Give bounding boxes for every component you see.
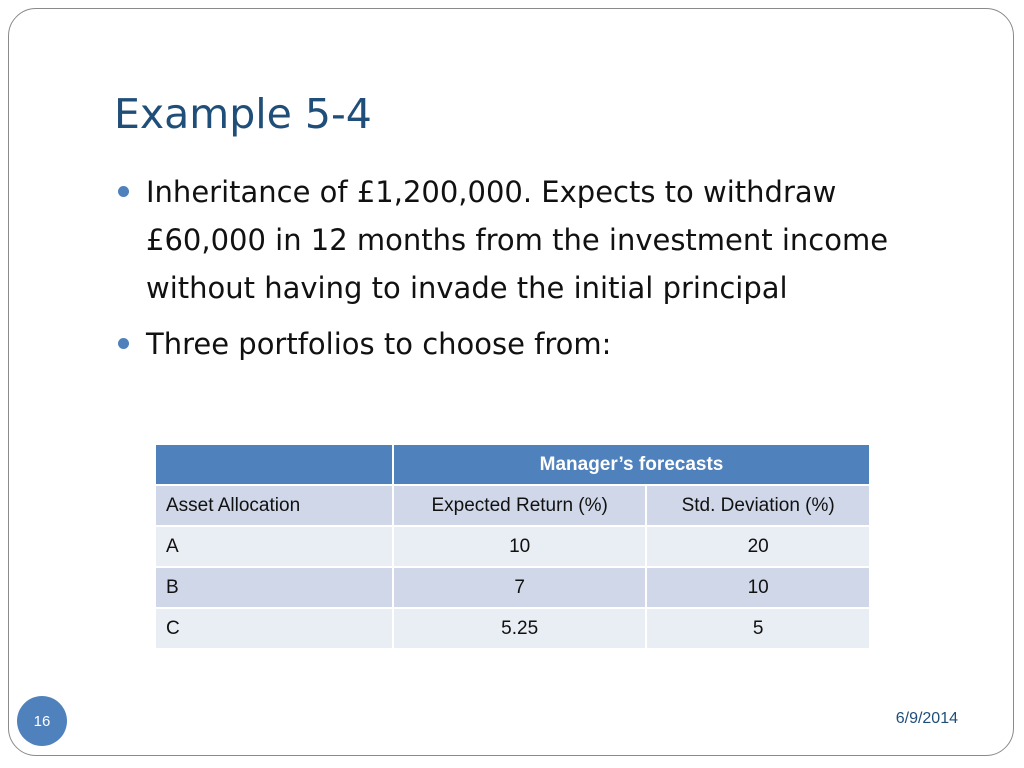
cell-allocation: A (155, 526, 393, 567)
bullet-dot-icon (118, 338, 129, 349)
bullet-item (118, 320, 918, 368)
cell-expected-return: 7 (393, 567, 646, 608)
slide-title: Example 5-4 (114, 90, 372, 138)
table-column-header-row (155, 485, 870, 526)
table-row (155, 526, 870, 567)
column-header-std-deviation: Std. Deviation (%) (646, 485, 870, 526)
cell-allocation: B (155, 567, 393, 608)
table-group-header: Manager’s forecasts (393, 444, 870, 485)
bullet-text: Three portfolios to choose from: (146, 327, 612, 361)
slide-date: 6/9/2014 (895, 710, 958, 727)
table-group-header-row (155, 444, 870, 485)
bullet-item (118, 168, 918, 312)
bullet-list (118, 168, 918, 376)
cell-expected-return: 10 (393, 526, 646, 567)
table-row (155, 608, 870, 649)
cell-expected-return: 5.25 (393, 608, 646, 649)
column-header-expected-return: Expected Return (%) (393, 485, 646, 526)
cell-std-deviation: 20 (646, 526, 870, 567)
table-header-empty-cell (155, 444, 393, 485)
forecast-table (154, 443, 871, 650)
bullet-dot-icon (118, 186, 129, 197)
cell-std-deviation: 5 (646, 608, 870, 649)
cell-allocation: C (155, 608, 393, 649)
bullet-text: Inheritance of £1,200,000. Expects to withdraw £60,000 in 12 months from the investment income without having to invade the initial principal (146, 175, 889, 305)
table-row (155, 567, 870, 608)
column-header-asset-allocation: Asset Allocation (155, 485, 393, 526)
cell-std-deviation: 10 (646, 567, 870, 608)
page-number-badge: 16 (17, 696, 67, 746)
